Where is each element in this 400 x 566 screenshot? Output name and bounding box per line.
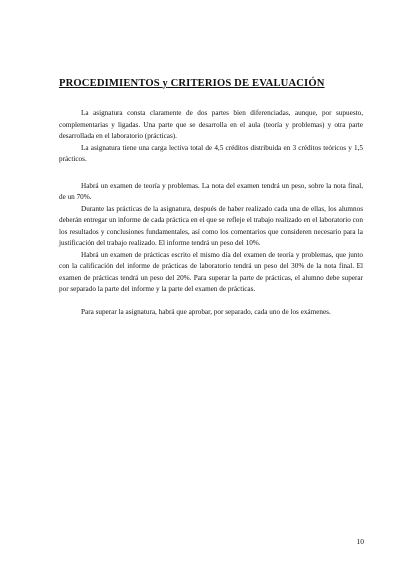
section-title: PROCEDIMIENTOS y CRITERIOS DE EVALUACIÓN: [59, 78, 325, 89]
page-number: 10: [356, 537, 364, 546]
paragraph-course-description: La asignatura consta claramente de dos partes bien diferenciadas, aunque, por supuesto, complementarias y ligadas. Una parte que se desarrolla en el aula (teoría y problemas) y otra parte desarrollada en el laboratorio (prácticas).: [59, 109, 363, 140]
paragraph-spacer: [59, 296, 363, 307]
paragraph-spacer: [59, 166, 363, 181]
document-body: [59, 108, 363, 318]
paragraph-theory-exam: Habrá un examen de teoría y problemas. La nota del examen tendrá un peso, sobre la nota final, de un 70%.: [59, 181, 363, 201]
paragraph-credits: La asignatura tiene una carga lectiva total de 4,5 créditos distribuida en 3 créditos teóricos y 1,5 prácticos.: [59, 143, 363, 163]
paragraph-lab-report: Durante las prácticas de la asignatura, después de haber realizado cada una de ellas, los alumnos deberán entregar un informe de cada práctica en el que se refleje el trabajo realizado en el laboratorio con los resultados y conclusiones fundamentales, así como los comentarios que consideren necesario para la justificación del trabajo realizado. El informe tendrá un peso del 10%.: [59, 204, 363, 247]
paragraph-pass-requirement: Para superar la asignatura, habrá que aprobar, por separado, cada uno de los exámenes.: [81, 307, 331, 316]
paragraph-practical-exam: Habrá un examen de prácticas escrito el mismo día del examen de teoría y problemas, que junto con la calificación del informe de prácticas de laboratorio tendrá un peso del 30% de la nota final. El examen de prácticas tendrá un peso del 20%. Para superar la parte de prácticas, el alumno debe superar por separado la parte del informe y la parte del examen de prácticas.: [59, 250, 363, 293]
